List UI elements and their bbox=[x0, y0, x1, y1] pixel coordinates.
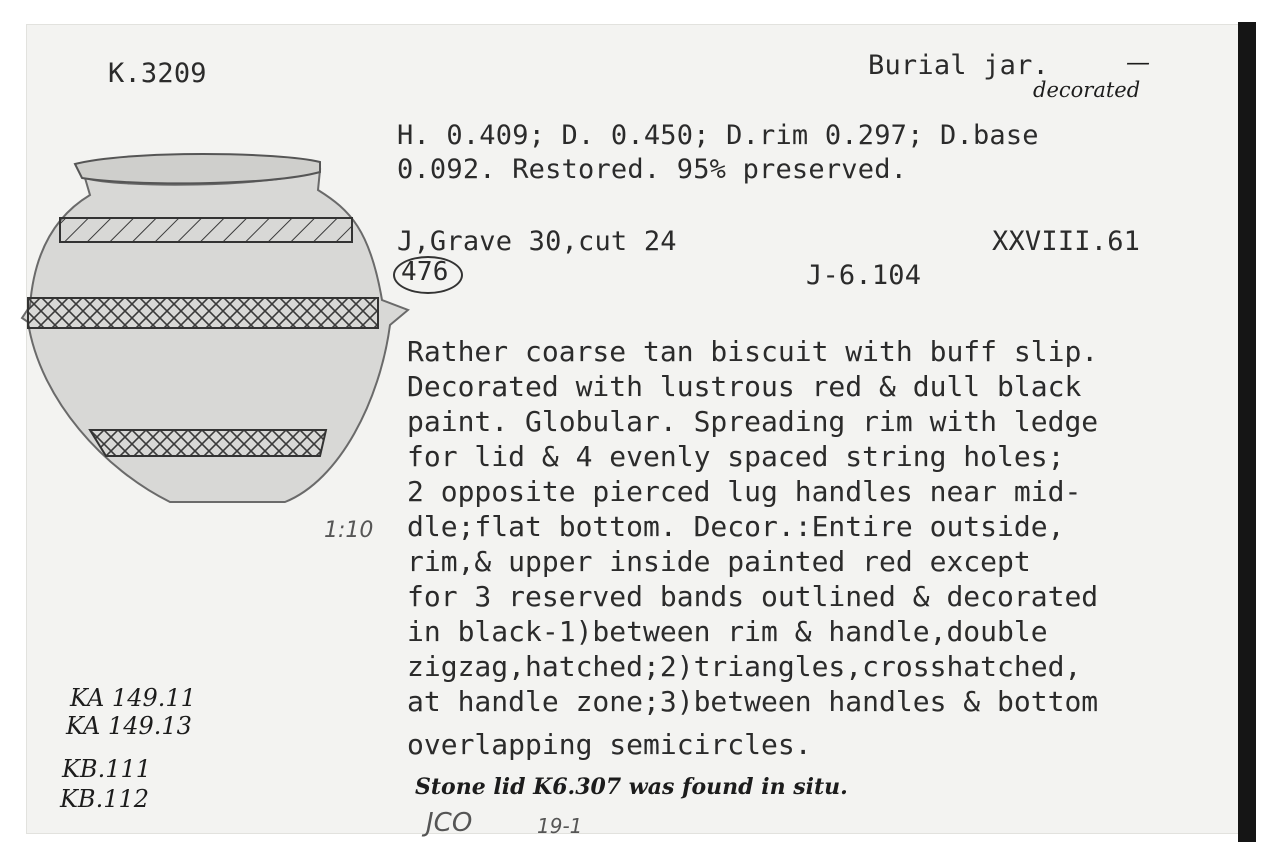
description-line: for lid & 4 evenly spaced string holes; bbox=[407, 440, 1065, 473]
handwritten-decorated: decorated bbox=[1033, 78, 1141, 102]
photo-ref-4: KB.112 bbox=[60, 785, 150, 813]
description-line: 2 opposite pierced lug handles near mid- bbox=[407, 475, 1082, 508]
header-dash: — bbox=[1126, 48, 1150, 76]
photo-ref-2: KA 149.13 bbox=[66, 712, 192, 740]
description-line: Decorated with lustrous red & dull black bbox=[407, 370, 1082, 403]
description-line: Rather coarse tan biscuit with buff slip. bbox=[407, 335, 1099, 368]
description-line: overlapping semicircles. bbox=[407, 728, 812, 761]
description-line: rim,& upper inside painted red except bbox=[407, 545, 1031, 578]
description-line: dle;flat bottom. Decor.:Entire outside, bbox=[407, 510, 1065, 543]
description-line: for 3 reserved bands outlined & decorated bbox=[407, 580, 1099, 613]
description-line: in black-1)between rim & handle,double bbox=[407, 615, 1048, 648]
grave-reference: J,Grave 30,cut 24 bbox=[397, 226, 677, 257]
negative-number: J-6.104 bbox=[806, 260, 922, 291]
description-line: at handle zone;3)between handles & bottom bbox=[407, 685, 1099, 718]
description-line: paint. Globular. Spreading rim with ledge bbox=[407, 405, 1099, 438]
jar-drawing bbox=[20, 150, 420, 520]
description bbox=[407, 334, 1243, 762]
object-type: Burial jar. bbox=[868, 50, 1050, 81]
catalog-number: K.3209 bbox=[108, 58, 207, 89]
date-note: 19-1 bbox=[537, 814, 583, 838]
roman-reference: XXVIII.61 bbox=[992, 226, 1141, 257]
dimensions-line-1: H. 0.409; D. 0.450; D.rim 0.297; D.base bbox=[397, 120, 1039, 151]
pencil-scale-note: 1:10 bbox=[324, 518, 374, 543]
photo-ref-3: KB.111 bbox=[62, 755, 152, 783]
circled-number: 476 bbox=[401, 257, 449, 287]
dimensions-line-2: 0.092. Restored. 95% preserved. bbox=[397, 154, 908, 185]
handwritten-lid-note: Stone lid K6.307 was found in situ. bbox=[415, 774, 848, 800]
description-line: zigzag,hatched;2)triangles,crosshatched, bbox=[407, 650, 1082, 683]
photo-ref-1: KA 149.11 bbox=[70, 684, 196, 712]
initials: JCO bbox=[426, 808, 473, 838]
